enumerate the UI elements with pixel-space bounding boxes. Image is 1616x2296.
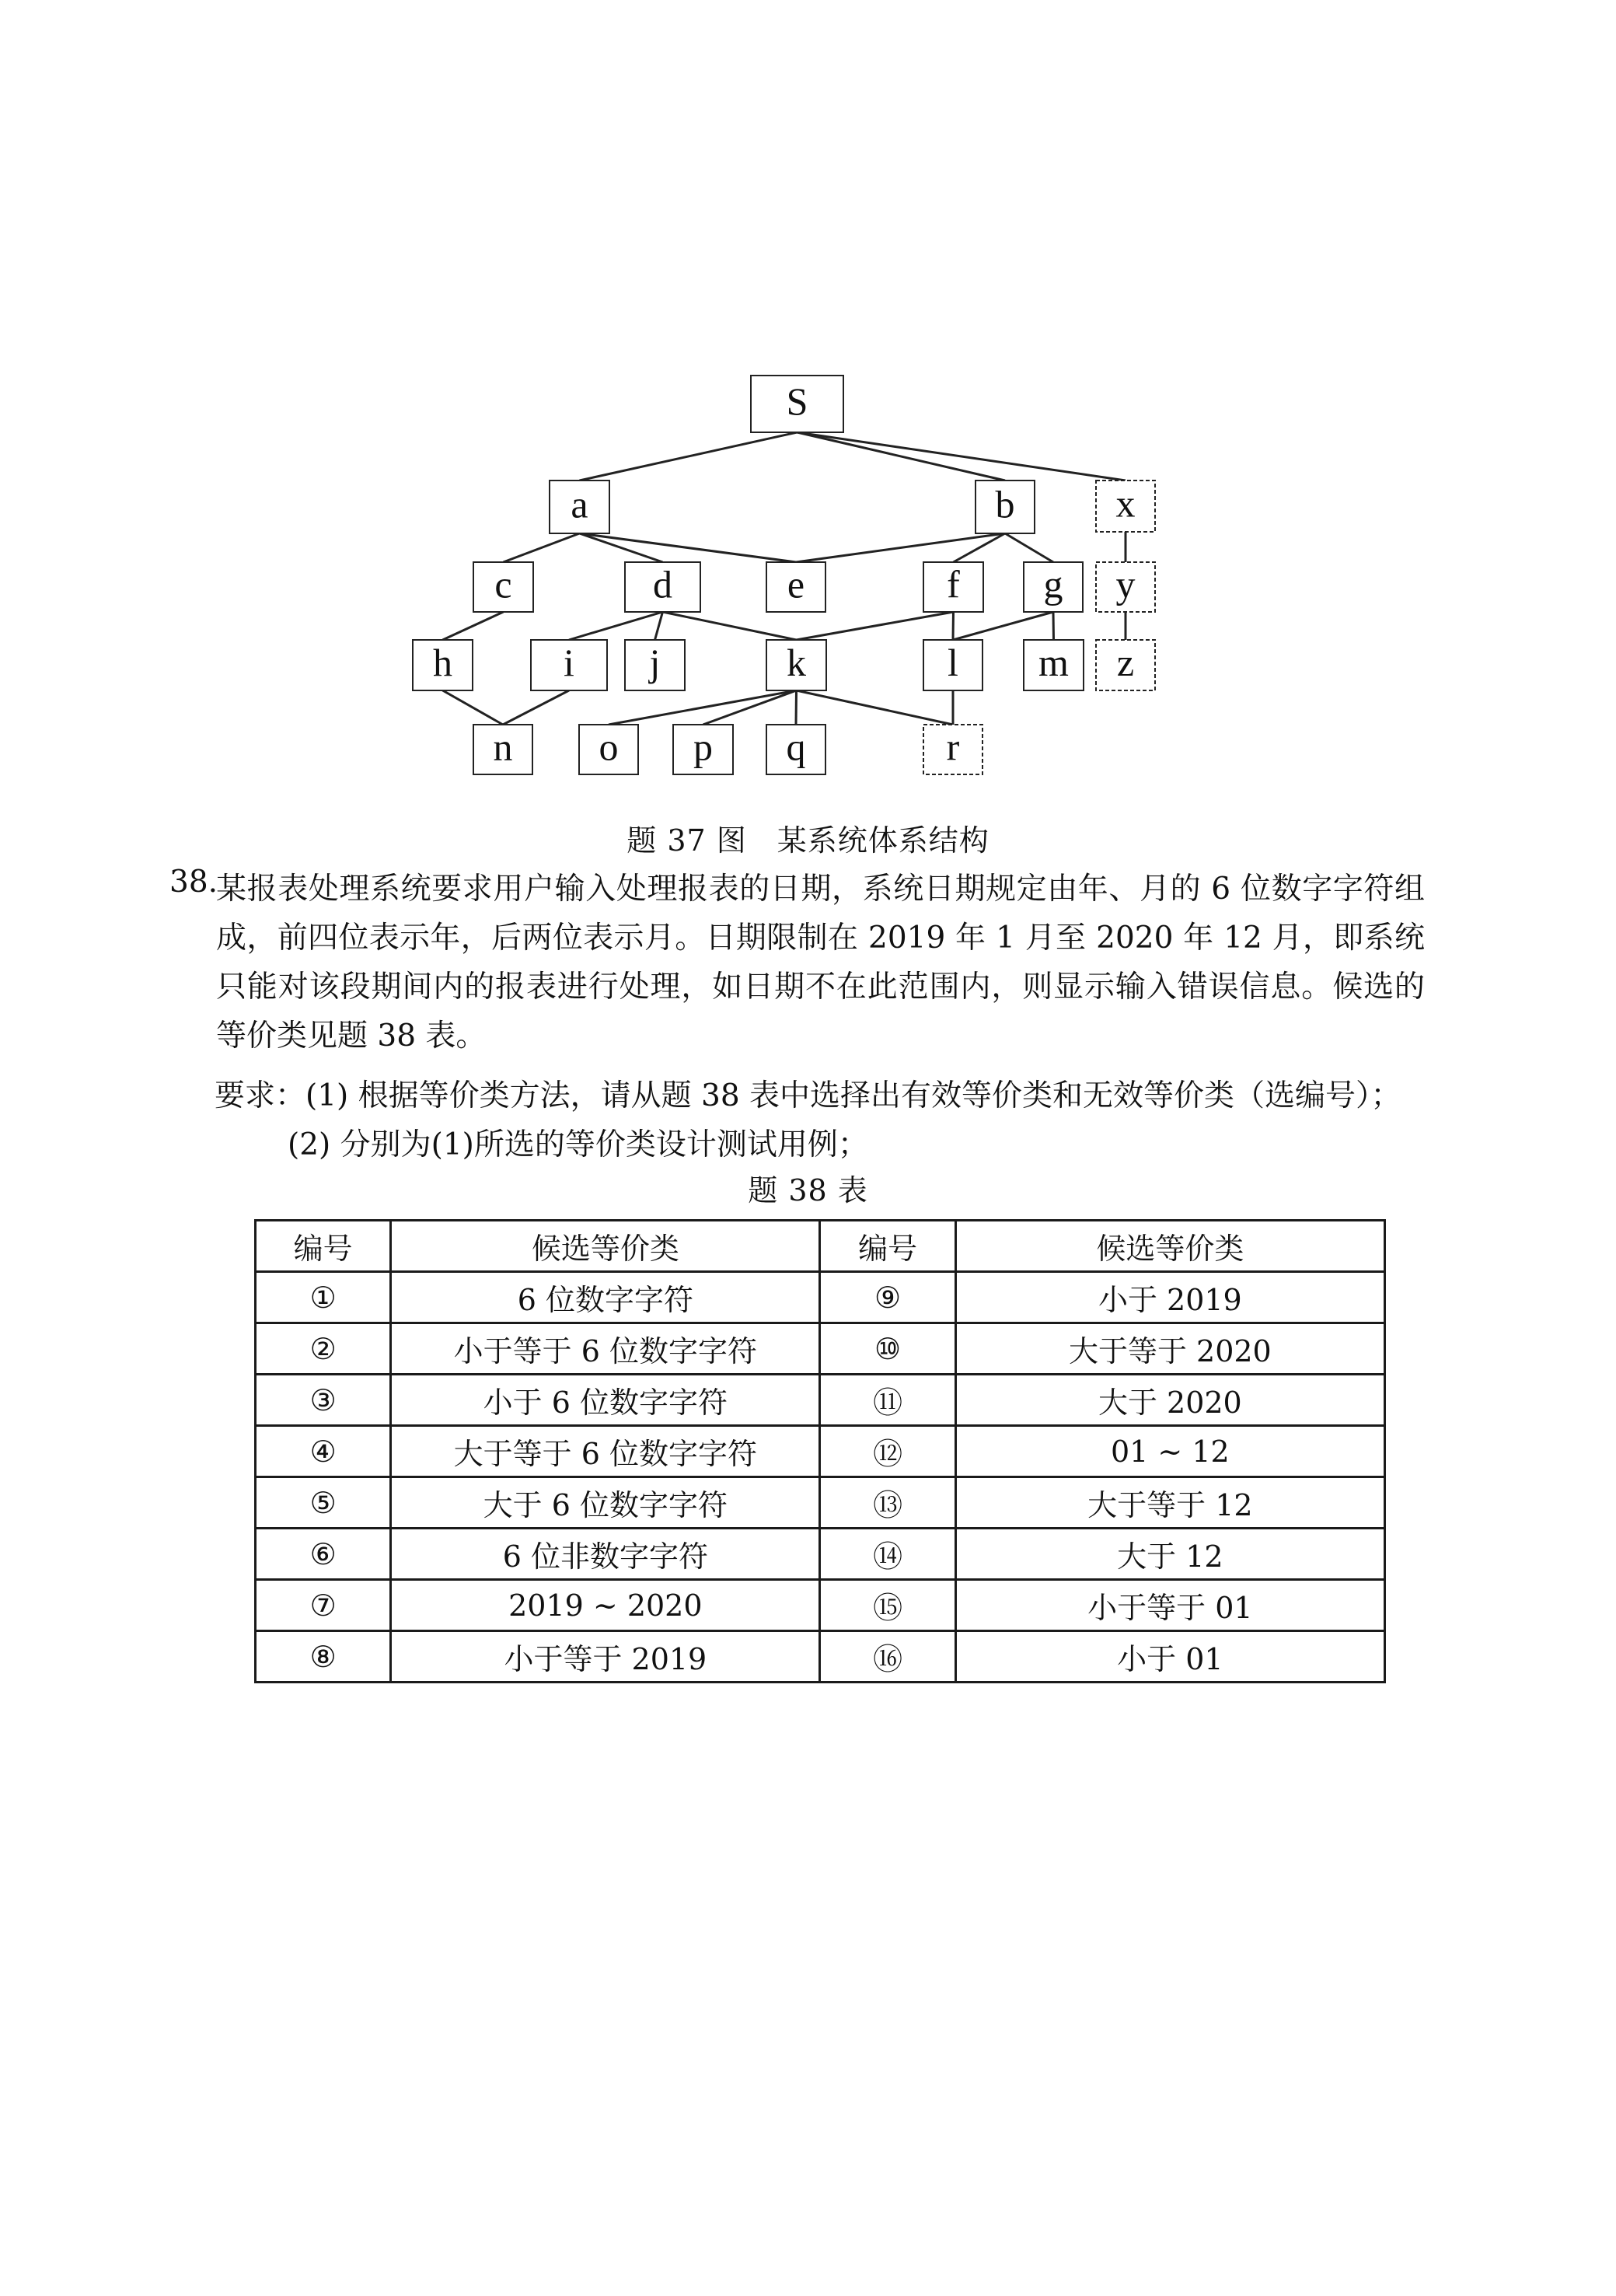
edge-a-e <box>580 533 797 562</box>
node-label: h <box>433 640 452 684</box>
figure-caption: 题 37 图 某系统体系结构 <box>627 823 989 858</box>
node-f <box>923 562 983 612</box>
node-x <box>1096 481 1155 532</box>
header-number-2: 编号 <box>820 1221 955 1272</box>
row-class: 2019 ~ 2020 <box>391 1580 820 1631</box>
node-r <box>923 725 983 774</box>
table-caption: 题 38 表 <box>748 1173 868 1207</box>
header-class-2: 候选等价类 <box>955 1221 1384 1272</box>
edge-S-x <box>798 432 1126 481</box>
node-label: z <box>1116 640 1135 684</box>
node-l <box>923 640 983 690</box>
table-row <box>256 1529 1385 1580</box>
node-S <box>751 376 843 432</box>
row-number: ⑬ <box>820 1477 955 1529</box>
edge-k-q <box>796 690 797 725</box>
table-header-row <box>256 1221 1385 1272</box>
row-class: 01 ~ 12 <box>955 1426 1384 1477</box>
row-class: 大于 6 位数字字符 <box>391 1477 820 1529</box>
row-number: ⑤ <box>256 1477 391 1529</box>
edge-b-g <box>1005 533 1053 562</box>
row-number: ⑧ <box>256 1631 391 1683</box>
node-label: a <box>571 482 588 526</box>
node-e <box>766 562 825 612</box>
row-class: 小于等于 2019 <box>391 1631 820 1683</box>
node-k <box>766 640 826 690</box>
node-b <box>976 481 1035 533</box>
row-number: ⑥ <box>256 1529 391 1580</box>
node-h <box>413 640 473 690</box>
edge-a-c <box>504 533 580 562</box>
header-class-1: 候选等价类 <box>391 1221 820 1272</box>
edge-S-b <box>798 432 1006 481</box>
edge-f-k <box>797 612 954 640</box>
edge-k-o <box>609 690 797 725</box>
row-number: ⑨ <box>820 1272 955 1323</box>
row-number: ⑪ <box>820 1375 955 1426</box>
question-text: 某报表处理系统要求用户输入处理报表的日期，系统日期规定由年、月的 6 位数字字符组成，前四位表示年，后两位表示月。日期限制在 2019 年 1 月至 2020 年 12 月，即系统只能对该段期间内的报表进行处理，如日期不在此范围内，则显示输入错误信息。候选的等价类见题 38 表。 <box>216 872 1425 1054</box>
node-label: p <box>693 725 713 769</box>
row-number: ⑩ <box>820 1323 955 1375</box>
row-class: 6 位数字字符 <box>391 1272 820 1323</box>
node-g <box>1024 562 1083 612</box>
node-n <box>473 725 532 774</box>
row-class: 大于 12 <box>955 1529 1384 1580</box>
node-label: r <box>946 725 960 769</box>
row-class: 小于 6 位数字字符 <box>391 1375 820 1426</box>
node-label: d <box>653 562 672 606</box>
node-y <box>1096 562 1155 612</box>
table-row <box>256 1375 1385 1426</box>
row-number: ⑦ <box>256 1580 391 1631</box>
node-label: y <box>1115 562 1136 606</box>
node-j <box>625 640 685 690</box>
node-z <box>1096 640 1155 690</box>
header-number-1: 编号 <box>256 1221 391 1272</box>
node-a <box>550 481 609 533</box>
edge-g-l <box>953 612 1053 640</box>
row-class: 小于等于 6 位数字字符 <box>391 1323 820 1375</box>
system-architecture-diagram <box>0 0 1616 809</box>
node-c <box>473 562 533 612</box>
node-m <box>1024 640 1084 690</box>
table-row <box>256 1426 1385 1477</box>
node-label: o <box>599 725 619 769</box>
table-row <box>256 1580 1385 1631</box>
edge-i-n <box>503 690 569 725</box>
node-label: x <box>1115 481 1136 526</box>
node-label: k <box>787 640 806 684</box>
row-number: ③ <box>256 1375 391 1426</box>
edge-a-d <box>580 533 663 562</box>
edge-g-m <box>1053 612 1054 640</box>
row-class: 小于等于 01 <box>955 1580 1384 1631</box>
edge-d-j <box>655 612 663 640</box>
table-row <box>256 1477 1385 1529</box>
node-label: n <box>493 725 513 769</box>
row-number: ⑭ <box>820 1529 955 1580</box>
edge-k-p <box>703 690 797 725</box>
node-label: j <box>649 640 661 684</box>
row-class: 大于 2020 <box>955 1375 1384 1426</box>
node-label: b <box>995 482 1015 526</box>
edge-h-n <box>443 690 504 725</box>
node-label: f <box>947 562 960 606</box>
row-class: 大于等于 6 位数字字符 <box>391 1426 820 1477</box>
row-class: 大于等于 2020 <box>955 1323 1384 1375</box>
row-number: ① <box>256 1272 391 1323</box>
node-label: S <box>786 379 808 423</box>
requirement-1: 要求：(1) 根据等价类方法，请从题 38 表中选择出有效等价类和无效等价类（选编号）； <box>215 1078 1401 1113</box>
edge-S-a <box>580 432 798 481</box>
node-i <box>531 640 607 690</box>
table-row <box>256 1631 1385 1683</box>
row-number: ② <box>256 1323 391 1375</box>
edge-b-e <box>796 533 1005 562</box>
equivalence-class-table <box>254 1219 1386 1683</box>
table-row <box>256 1323 1385 1375</box>
edge-c-h <box>443 612 504 640</box>
row-class: 大于等于 12 <box>955 1477 1384 1529</box>
row-number: ④ <box>256 1426 391 1477</box>
row-class: 小于 2019 <box>955 1272 1384 1323</box>
node-o <box>579 725 638 774</box>
row-class: 小于 01 <box>955 1631 1384 1683</box>
node-label: m <box>1038 640 1069 684</box>
requirement-2: (2) 分别为(1)所选的等价类设计测试用例； <box>288 1127 868 1162</box>
node-label: l <box>948 640 958 684</box>
row-number: ⑫ <box>820 1426 955 1477</box>
row-number: ⑯ <box>820 1631 955 1683</box>
node-label: c <box>494 562 512 606</box>
node-q <box>766 725 825 774</box>
row-number: ⑮ <box>820 1580 955 1631</box>
node-label: i <box>564 640 574 684</box>
edge-d-i <box>569 612 663 640</box>
edge-d-k <box>663 612 797 640</box>
node-label: g <box>1043 562 1063 606</box>
node-label: e <box>787 562 805 606</box>
node-d <box>625 562 700 612</box>
node-p <box>673 725 733 774</box>
row-class: 6 位非数字字符 <box>391 1529 820 1580</box>
table-row <box>256 1272 1385 1323</box>
edge-k-r <box>797 690 954 725</box>
node-label: q <box>786 725 806 769</box>
edge-f-l <box>953 612 954 640</box>
question-number: 38. <box>169 865 218 900</box>
